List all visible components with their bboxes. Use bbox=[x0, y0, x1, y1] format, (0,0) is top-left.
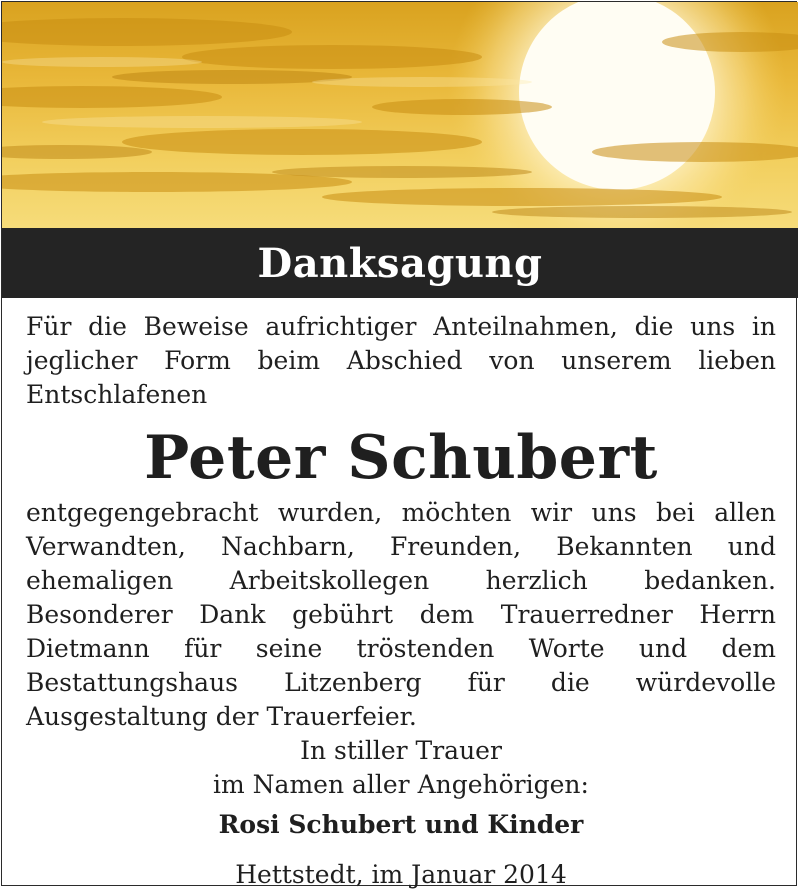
title-bar bbox=[2, 228, 798, 298]
notice-body bbox=[26, 310, 776, 892]
sun-icon bbox=[2, 2, 798, 228]
intro-text: Für die Beweise aufrichtiger Anteilnahmen, die uns in jeglicher Form beim Abschied von unserem lieben Entschlafenen bbox=[26, 312, 776, 409]
notice-title: Danksagung bbox=[257, 239, 543, 287]
relatives-line: im Namen aller Angehörigen: bbox=[213, 770, 589, 799]
mourning-line: In stiller Trauer bbox=[300, 736, 502, 765]
thanks-text: entgegengebracht wurden, möchten wir uns bei allen Verwandten, Nachbarn, Freunden, Bekannten und ehemaligen Arbeitskollegen herzlich bedanken. Besonderer Dank gebührt dem Trauerredner Herrn Dietmann für seine tröstenden Worte und dem Bestattungshaus Litzenberg für die würdevolle Ausgestaltung der Trauerfeier. bbox=[26, 498, 776, 731]
signers: Rosi Schubert und Kinder bbox=[218, 810, 584, 839]
deceased-name: Peter Schubert bbox=[144, 423, 658, 493]
sunset-sky-image bbox=[2, 2, 798, 228]
place-date: Hettstedt, im Januar 2014 bbox=[235, 860, 567, 889]
